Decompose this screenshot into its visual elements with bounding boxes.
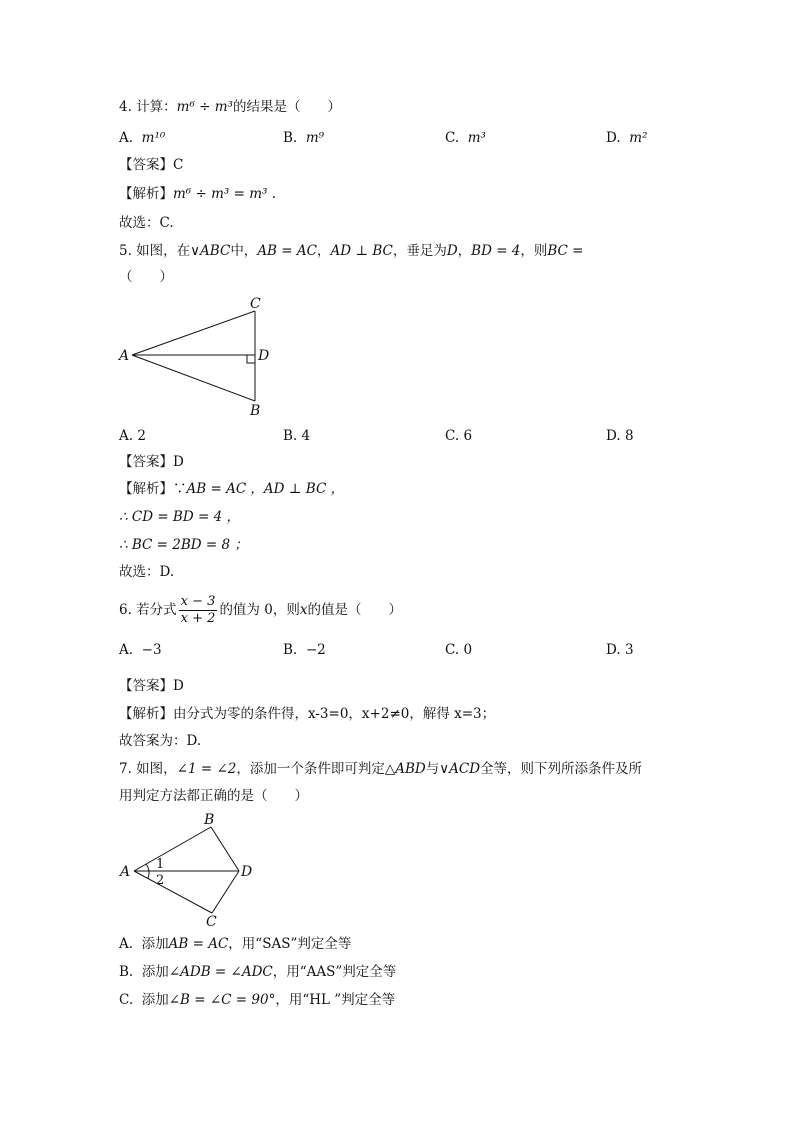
q4-analysis-expr: m⁶ ÷ m³ = m³ . (173, 186, 277, 202)
q7-stem-line2: 用判定方法都正确的是（ ） (119, 788, 308, 804)
q7-side-cd (212, 871, 239, 913)
q5-label-d: D (258, 348, 270, 364)
q5-analysis-line3: ∴ BC = 2BD = 8 ； (119, 537, 248, 553)
q7-figure (110, 808, 270, 933)
q6-stem: 6. 若分式 $\frac{x - 3}{x + 2}$ 的值为 0，则x的值是（ ） (119, 594, 402, 626)
q6-answer: 【答案】D (119, 678, 184, 694)
q5-analysis-line2: ∴ CD = BD = 4 ， (119, 509, 240, 525)
q5-figure (110, 290, 290, 425)
q5-option-a: A. 2 (119, 428, 146, 444)
q6-numerator: x − 3 (180, 594, 216, 609)
q4-option-a: A. m¹⁰ (119, 130, 166, 146)
q5-stem-line2: （ ） (119, 269, 173, 285)
q7-option-b: B. 添加∠ADB = ∠ADC，用“AAS”判定全等 (119, 964, 397, 980)
q6-option-a: A. −3 (119, 642, 162, 658)
q5-label-b: B (250, 403, 261, 419)
q7-label-angle2: 2 (156, 873, 165, 888)
q4-option-d: D. m² (606, 130, 648, 146)
q7-label-a: A (120, 864, 131, 880)
q6-analysis: 【解析】由分式为零的条件得，x-3=0，x+2≠0，解得 x=3； (119, 706, 496, 722)
q6-conclusion: 故答案为：D. (119, 733, 202, 749)
q5-option-c: C. 6 (445, 428, 473, 444)
q5-answer: 【答案】D (119, 454, 184, 470)
q6-fraction (179, 594, 218, 627)
q7-label-b: B (204, 812, 215, 828)
q4-stem-suffix: 的结果是（ ） (233, 99, 341, 115)
q5-analysis-line1: 【解析】∵AB = AC ，AD ⊥ BC ， (119, 481, 345, 497)
q6-option-b: B. −2 (283, 642, 326, 658)
q4-expression: m⁶ ÷ m³ (176, 99, 233, 115)
q4-stem (119, 97, 341, 117)
q7-stem: 7. 如图，∠1 = ∠2，添加一个条件即可判定△ABD与∨ACD全等，则下列所添条件及所 (119, 761, 643, 777)
q5-label-a: A (119, 348, 130, 364)
q7-option-c: C. 添加∠B = ∠C = 90°，用“HL ”判定全等 (119, 992, 396, 1008)
q5-triangle: ∨ABC (190, 243, 231, 259)
q7-side-bd (211, 827, 239, 871)
q6-option-d: D. 3 (606, 642, 634, 658)
q5-side-ab (132, 355, 255, 401)
q4-answer: 【答案】C (119, 157, 184, 173)
q5-option-d: D. 8 (606, 428, 634, 444)
q4-option-c: C. m³ (445, 130, 486, 146)
q5-side-ac (132, 311, 255, 355)
q6-option-c: C. 0 (445, 642, 473, 658)
q7-label-d: D (241, 864, 253, 880)
q7-side-ac (134, 871, 212, 913)
q4-option-b: B. m⁹ (283, 130, 325, 146)
q7-label-c: C (206, 914, 217, 930)
q7-label-angle1: 1 (156, 857, 165, 872)
q6-denominator: x + 2 (180, 611, 216, 626)
q5-conclusion: 故选：D. (119, 564, 175, 580)
q5-option-b: B. 4 (283, 428, 311, 444)
q5-right-angle-mark (247, 355, 255, 363)
q4-conclusion: 故选：C. (119, 215, 174, 231)
q4-stem-prefix: 4. 计算： (119, 99, 177, 115)
q7-option-a: A. 添加AB = AC，用“SAS”判定全等 (119, 936, 352, 952)
q7-side-ab (134, 827, 211, 871)
q5-stem: 5. 如图，在∨ABC中，AB = AC，AD ⊥ BC，垂足为D，BD = 4，则BC = (119, 243, 584, 259)
q4-analysis: 【解析】m⁶ ÷ m³ = m³ . (119, 186, 277, 202)
q5-label-c: C (250, 296, 261, 312)
